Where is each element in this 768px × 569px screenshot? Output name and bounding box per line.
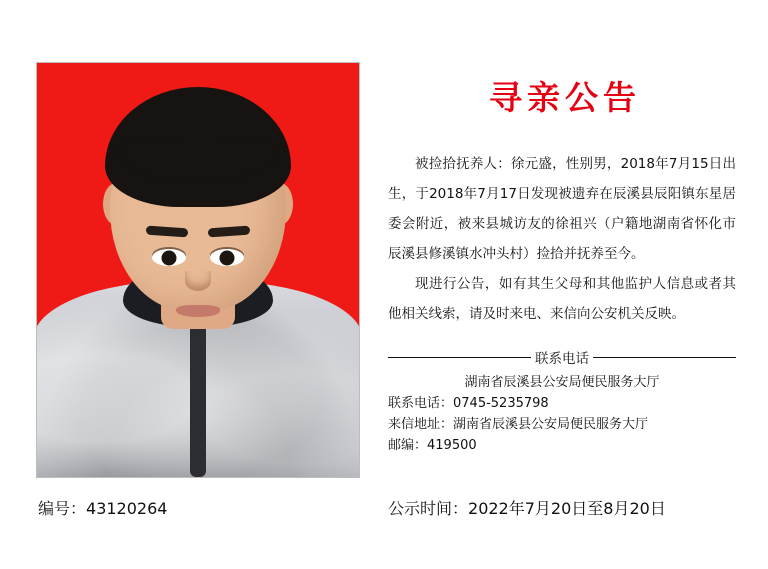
pupil-left (220, 250, 235, 265)
publish-period-label: 公示时间： (388, 499, 469, 518)
contact-rule-left (388, 357, 531, 358)
eye-right (152, 249, 186, 266)
contact-rule-right (593, 357, 736, 358)
contact-phone: 联系电话：0745-5235798 (388, 396, 549, 411)
jacket-zipper (190, 319, 206, 477)
hair (105, 87, 291, 207)
pupil-right (162, 250, 177, 265)
contact-heading-label: 联系电话 (535, 351, 589, 367)
notice-body (388, 149, 736, 329)
nose (185, 271, 211, 291)
record-id-label: 编号： (38, 499, 87, 518)
portrait-subject (37, 63, 359, 477)
publish-period (388, 496, 666, 519)
publish-period-value: 2022年7月20日至8月20日 (468, 499, 666, 518)
record-id (38, 496, 167, 519)
child-portrait-photo (36, 62, 360, 478)
contact-heading (388, 347, 736, 367)
record-id-value: 43120264 (86, 499, 168, 518)
notice-paragraph-1: 被捡拾抚养人：徐元盛，性别男，2018年7月15日出生，于2018年7月17日发现被遗弃在辰溪县辰阳镇东星居委会附近，被来县城访友的徐祖兴（户籍地湖南省怀化市辰溪县修溪镇水冲头村）捡拾并抚养至今。 (388, 156, 736, 262)
notice-paragraph-2: 现进行公告，如有其生父母和其他监护人信息或者其他相关线索，请及时来电、来信向公安机关反映。 (388, 276, 736, 322)
notice-content (388, 62, 736, 456)
eyebrow-right (146, 226, 189, 238)
contact-organization: 湖南省辰溪县公安局便民服务大厅 (464, 375, 660, 390)
page-title: 寻亲公告 (489, 78, 641, 117)
eyebrow-left (208, 226, 251, 238)
eye-left (210, 249, 244, 266)
contact-address: 来信地址：湖南省辰溪县公安局便民服务大厅 (388, 417, 649, 432)
contact-details (388, 372, 736, 456)
mouth (176, 305, 220, 317)
contact-postcode: 邮编：419500 (388, 438, 477, 453)
